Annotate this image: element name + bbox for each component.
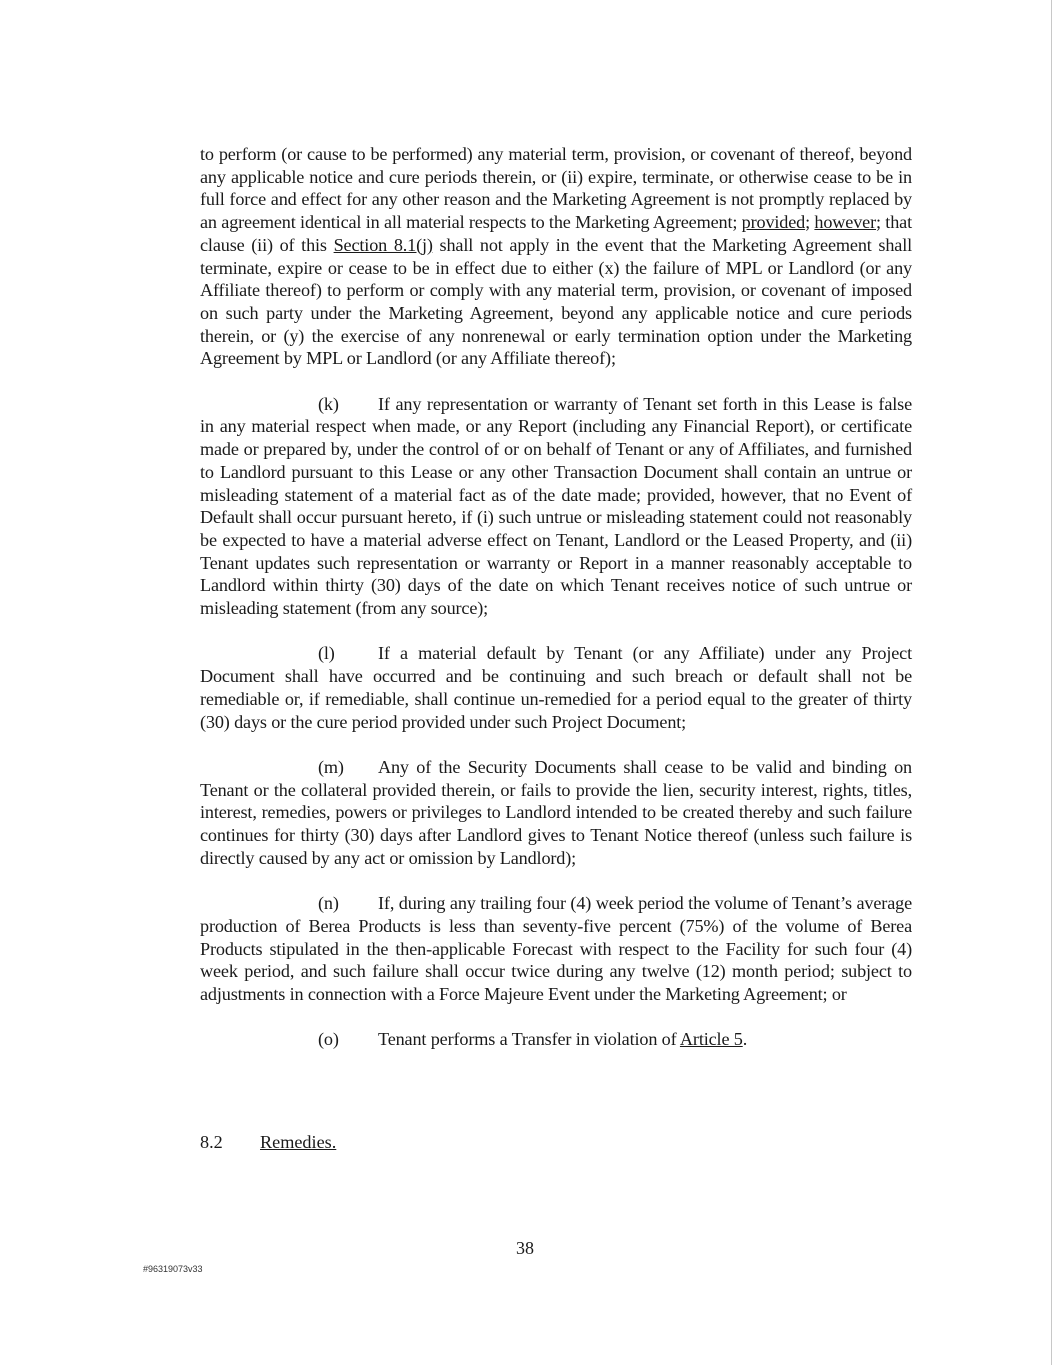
page-number: 38 bbox=[516, 1238, 534, 1258]
clause-l: (l) If a material default by Tenant (or any Affiliate) under any Project Document shall have occurred and be continuing and such breach or default shall not be remediable or, if remediable, shall continue un-remedied for a period equal to the greater of thirty (30) days or the cure period provided under such Project Document; bbox=[200, 643, 912, 732]
however-term: however bbox=[814, 212, 876, 233]
clause-k: (k) If any representation or warranty of Tenant set forth in this Lease is false in any material respect when made, or any Report (including any Financial Report), or certificate made or prepared by, under the control of or on behalf of Tenant or any of Affiliates, and furnished to Landlord pursuant to this Lease or any other Transaction Document shall contain an untrue or misleading statement of a material fact as of the date made; provided, however, that no Event of Default shall occur pursuant hereto, if (i) such untrue or misleading statement could not reasonably be expected to have a material adverse effect on Tenant, Landlord or the Leased Property, and (ii) Tenant updates such representation or warranty or Report in a manner reasonably acceptable to Landlord within thirty (30) days of the date on which Tenant receives notice of such untrue or misleading statement (from any source); bbox=[200, 393, 912, 619]
section-heading bbox=[200, 1131, 336, 1154]
clause-n: (n) If, during any trailing four (4) week period the volume of Tenant’s average production of Berea Products is less than seventy-five percent (75%) of the volume of Berea Products stipulated in the then-applicable Forecast with respect to the Facility for such four (4) week period, and such failure shall occur twice during any twelve (12) month period; subject to adjustments in connection with a Force Majeure Event under the Marketing Agreement; or bbox=[200, 893, 912, 1004]
article-reference-link[interactable]: Article 5 bbox=[679, 1029, 743, 1050]
clause-o: (o) Tenant performs a Transfer in violation of Article 5. bbox=[318, 1029, 748, 1050]
section-reference-link[interactable]: Section 8.1(j) bbox=[333, 234, 433, 255]
clause-label: (k) bbox=[318, 393, 339, 414]
document-id: #96319073v33 bbox=[143, 1264, 203, 1274]
provided-term: provided bbox=[741, 212, 806, 233]
continuation-paragraph: to perform (or cause to be performed) any material term, provision, or covenant of thereof, beyond any applicable notice and cure periods therein, or (ii) expire, terminate, or otherwise cease to be in full force and effect for any other reason and the Marketing Agreement is not promptly replaced by an agreement identical in all material respects to the Marketing Agreement; provided; however; that clause (ii) of this Section 8.1(j) shall not apply in the event that the Marketing Agreement shall terminate, expire or cease to be in effect due to either (x) the failure of MPL or Landlord (or any Affiliate thereof) to perform or comply with any material term, provision, or covenant of imposed on such party under the Marketing Agreement, beyond any applicable notice and cure periods therein, or (y) the exercise of any nonrenewal or early termination option under the Marketing Agreement by MPL or Landlord (or any Affiliate thereof); bbox=[200, 144, 912, 369]
clause-label: (m) bbox=[318, 756, 344, 777]
clause-m: (m) Any of the Security Documents shall cease to be valid and binding on Tenant or the collateral provided therein, or fails to provide the lien, security interest, rights, titles, interest, remedies, powers or privileges to Landlord intended to be created thereby and such failure continues for thirty (30) days after Landlord gives to Tenant Notice thereof (unless such failure is directly caused by any act or omission by Landlord); bbox=[200, 756, 912, 868]
clause-label: (l) bbox=[318, 643, 335, 664]
clause-label: (o) bbox=[318, 1029, 339, 1050]
document-body bbox=[200, 143, 912, 1074]
section-number: 8.2 bbox=[200, 1132, 223, 1152]
clause-label: (n) bbox=[318, 893, 339, 914]
section-title: Remedies. bbox=[260, 1132, 337, 1152]
scan-edge-line bbox=[1051, 0, 1052, 1365]
